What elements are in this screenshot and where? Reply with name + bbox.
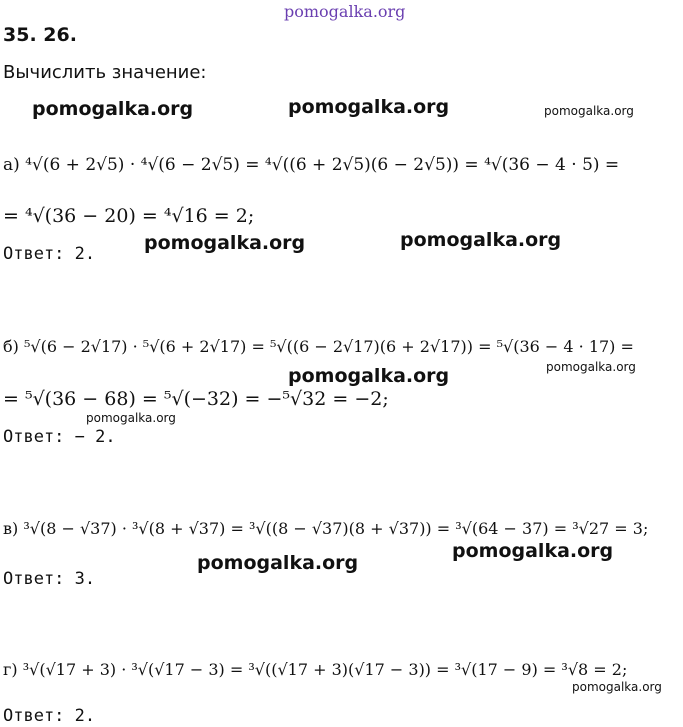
part-v-answer: Ответ: 3.: [3, 569, 96, 589]
part-a-answer: Ответ: 2.: [3, 244, 96, 264]
part-b-answer: Ответ: − 2.: [3, 427, 116, 447]
watermark: pomogalka.org: [32, 98, 194, 120]
problem-number: 35. 26.: [3, 24, 77, 46]
watermark: pomogalka.org: [144, 232, 306, 254]
watermark: pomogalka.org: [288, 365, 450, 387]
watermark: pomogalka.org: [197, 552, 359, 574]
watermark: pomogalka.org: [400, 229, 562, 251]
part-g-line-1: г) ³√(√17 + 3) · ³√(√17 − 3) = ³√((√17 + 3)(√17 − 3)) = ³√(17 − 9) = ³√8 = 2;: [3, 660, 628, 679]
part-b-line-1: б) ⁵√(6 − 2√17) · ⁵√(6 + 2√17) = ⁵√((6 − 2√17)(6 + 2√17)) = ⁵√(36 − 4 · 17) =: [3, 337, 634, 356]
part-a-line-2: = ⁴√(36 − 20) = ⁴√16 = 2;: [3, 205, 255, 227]
watermark: pomogalka.org: [546, 360, 636, 374]
part-a-line-1: а) ⁴√(6 + 2√5) · ⁴√(6 − 2√5) = ⁴√((6 + 2√5)(6 − 2√5)) = ⁴√(36 − 4 · 5) =: [3, 155, 620, 175]
watermark: pomogalka.org: [544, 104, 634, 118]
watermark-top: pomogalka.org: [284, 2, 406, 21]
watermark: pomogalka.org: [452, 540, 614, 562]
problem-statement: Вычислить значение:: [3, 62, 207, 83]
part-b-line-2: = ⁵√(36 − 68) = ⁵√(−32) = −⁵√32 = −2;: [3, 388, 389, 410]
part-v-line-1: в) ³√(8 − √37) · ³√(8 + √37) = ³√((8 − √37)(8 + √37)) = ³√(64 − 37) = ³√27 = 3;: [3, 519, 649, 538]
watermark: pomogalka.org: [86, 411, 176, 425]
part-g-answer: Ответ: 2.: [3, 706, 96, 726]
watermark: pomogalka.org: [288, 96, 450, 118]
watermark: pomogalka.org: [572, 680, 662, 694]
